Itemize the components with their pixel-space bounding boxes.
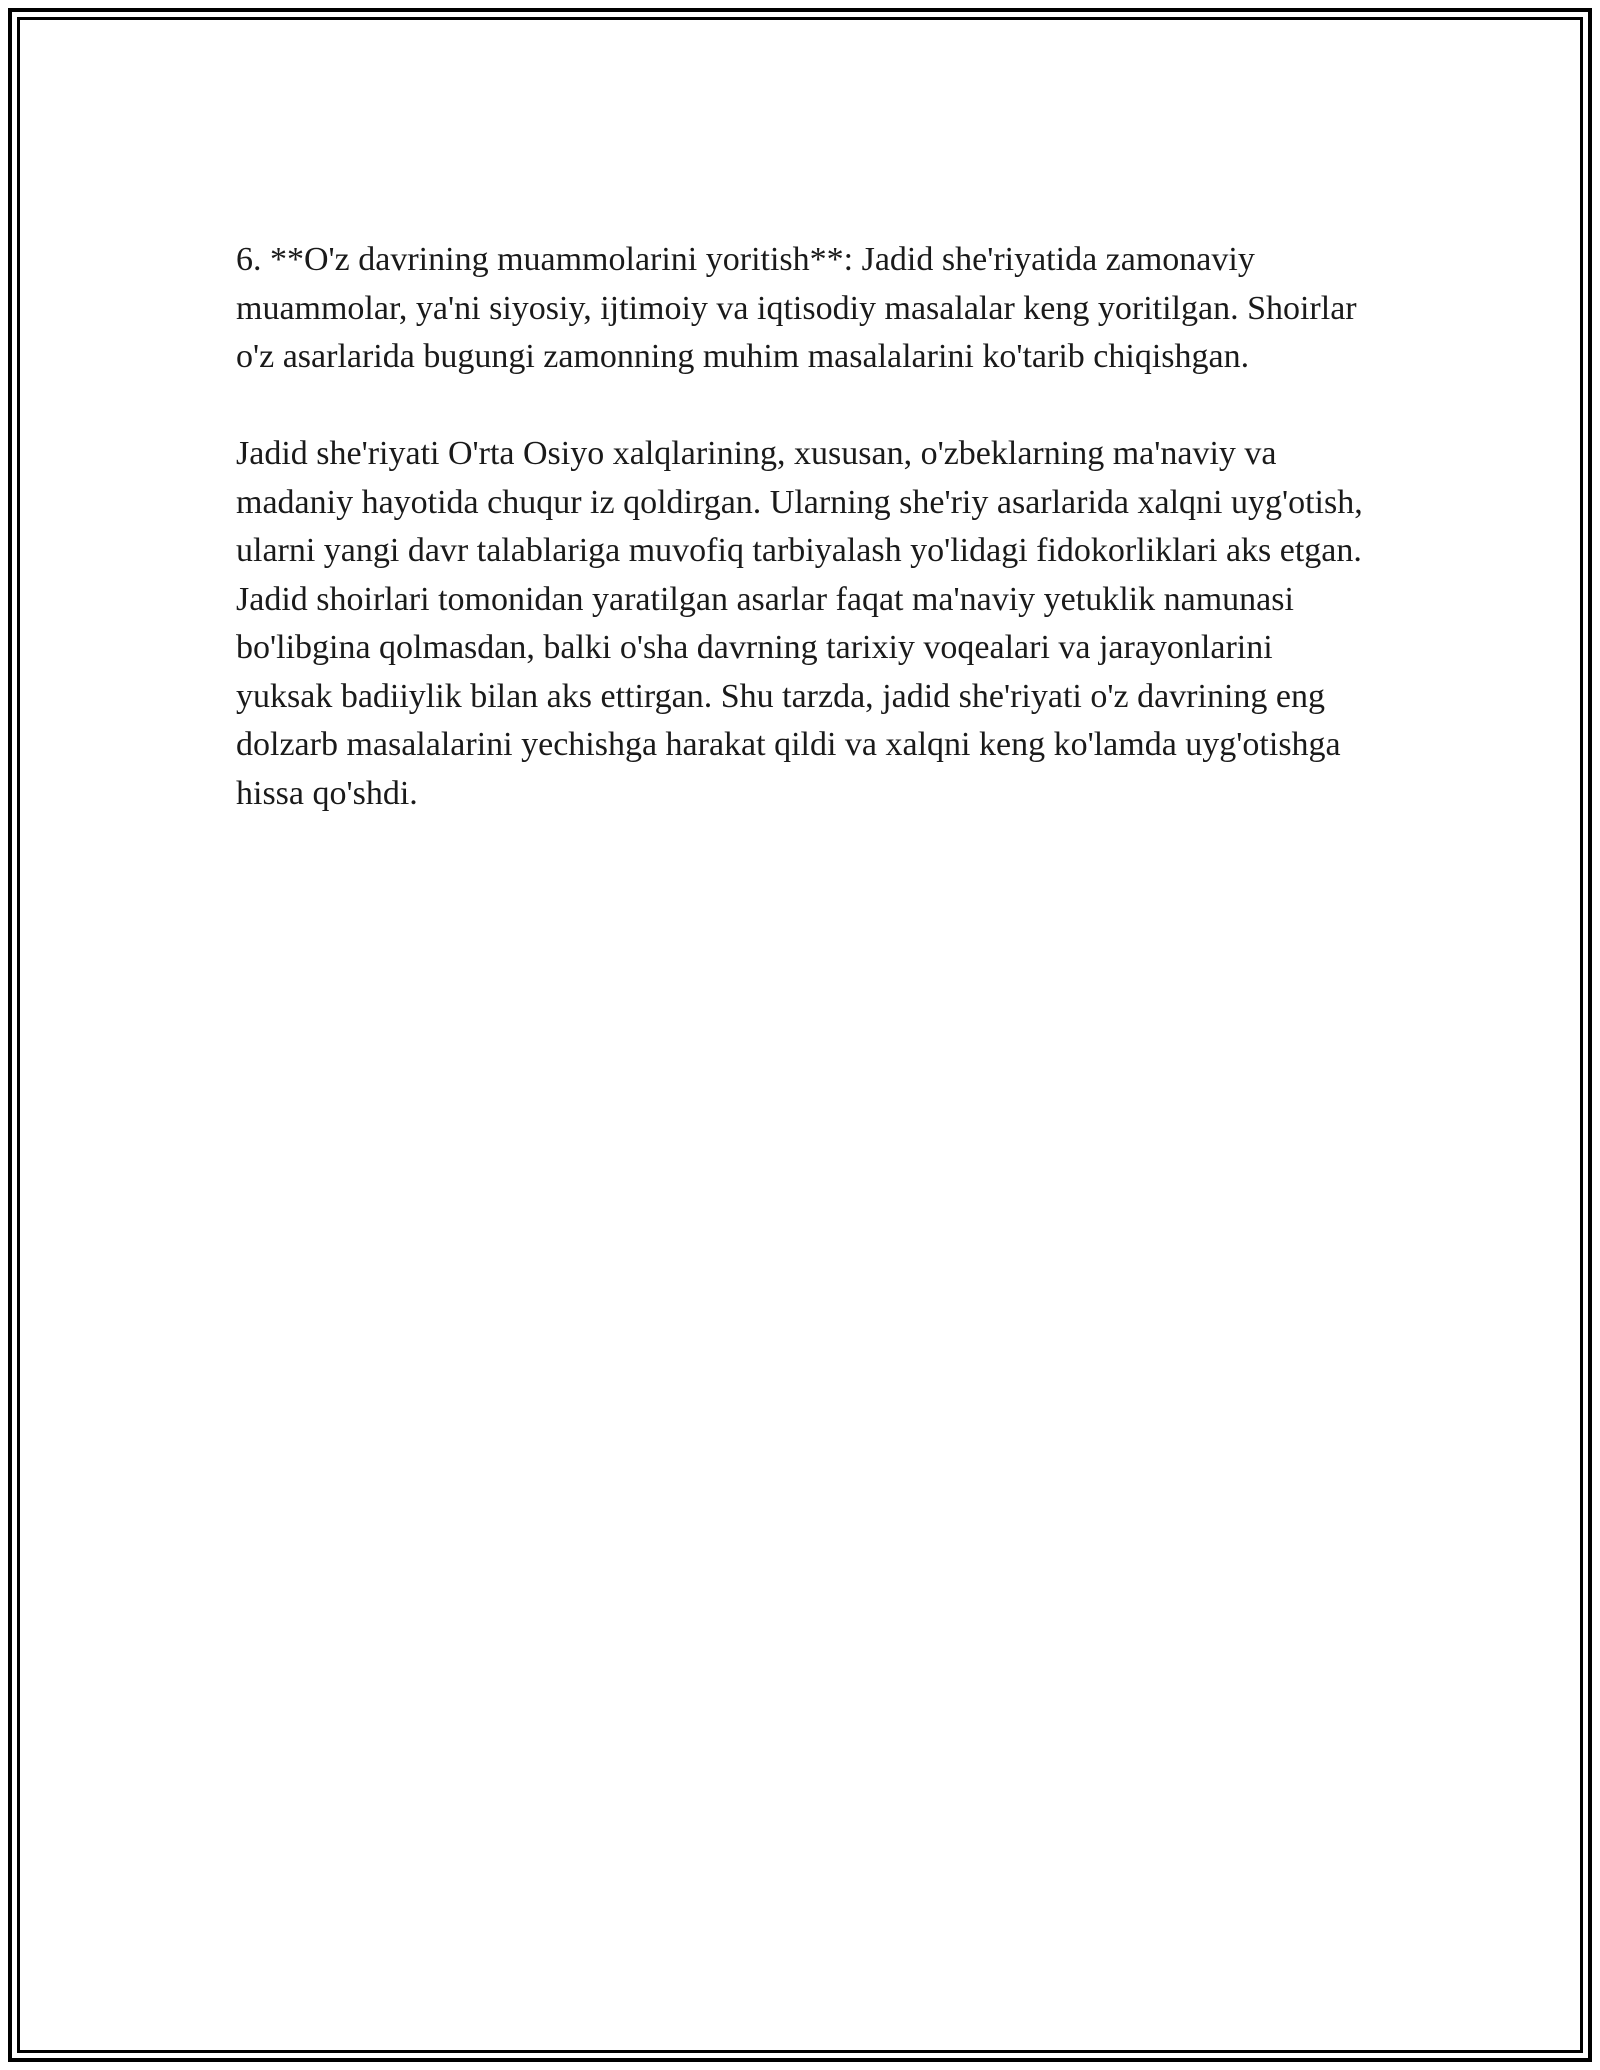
document-body xyxy=(236,236,1366,818)
paragraph-conclusion: Jadid she'riyati O'rta Osiyo xalqlarining, xususan, o'zbeklarning ma'naviy va madaniy hayotida chuqur iz qoldirgan. Ularning she'riy asarlarida xalqni uyg'otish, ularni yangi davr talablariga muvofiq tarbiyalash yo'lidagi fidokorliklari aks etgan. Jadid shoirlari tomonidan yaratilgan asarlar faqat ma'naviy yetuklik namunasi bo'libgina qolmasdan, balki o'sha davrning tarixiy voqealari va jarayonlarini yuksak badiiylik bilan aks ettirgan. Shu tarzda, jadid she'riyati o'z davrining eng dolzarb masalalarini yechishga harakat qildi va xalqni keng ko'lamda uyg'otishga hissa qo'shdi. xyxy=(236,435,1363,812)
paragraph-list-item-6: 6. **O'z davrining muammolarini yoritish**: Jadid she'riyatida zamonaviy muammolar, ya'ni siyosiy, ijtimoiy va iqtisodiy masalalar keng yoritilgan. Shoirlar o'z asarlarida bugungi zamonning muhim masalalarini ko'tarib chiqishgan. xyxy=(236,241,1357,375)
